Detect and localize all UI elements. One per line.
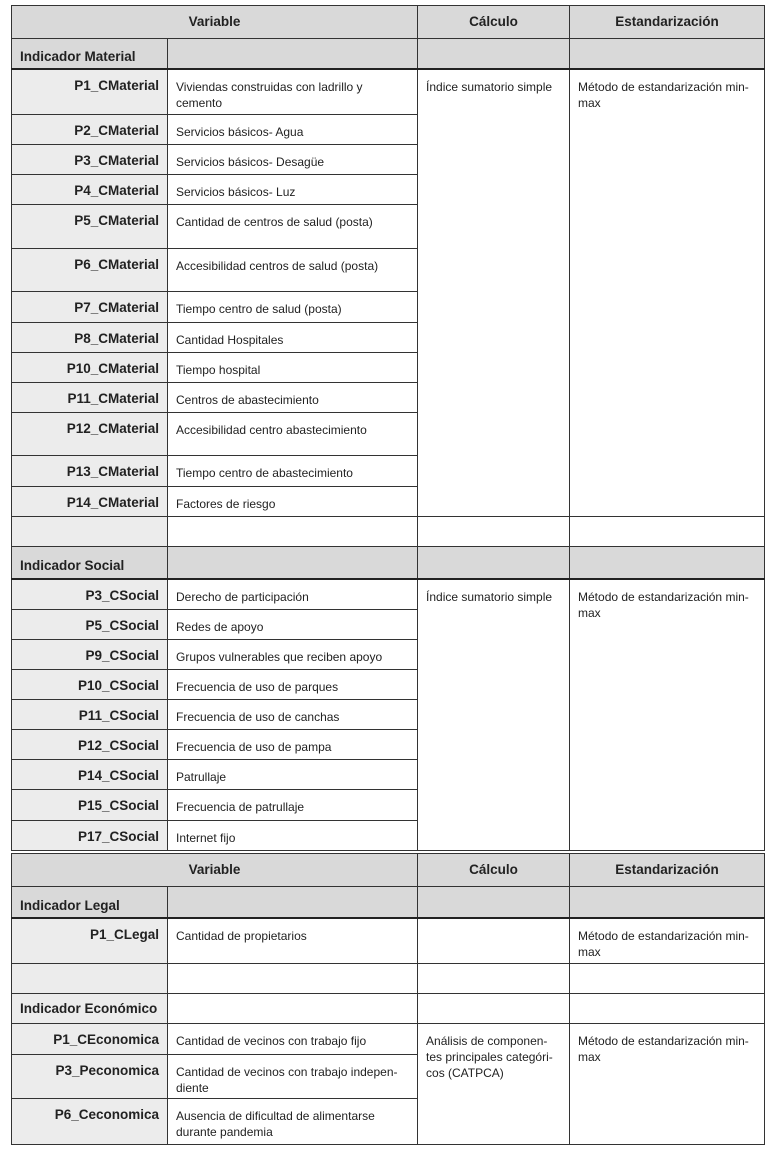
section-label: Indicador Material — [12, 39, 168, 69]
variable-description: Redes de apoyo — [168, 610, 418, 640]
variable-description: Tiempo hospital — [168, 353, 418, 383]
blank-row — [12, 964, 765, 994]
variable-code: P10_CMaterial — [12, 353, 168, 383]
variable-code: P11_CSocial — [12, 700, 168, 730]
variable-code: P10_CSocial — [12, 670, 168, 700]
variable-description: Factores de riesgo — [168, 487, 418, 517]
empty-cell — [570, 887, 765, 918]
variable-code: P1_CMaterial — [12, 69, 168, 115]
empty-cell — [168, 547, 418, 579]
empty-cell — [168, 964, 418, 994]
table-header-row — [12, 854, 765, 887]
variable-code: P3_CMaterial — [12, 145, 168, 175]
section-label: Indicador Económico — [12, 994, 168, 1024]
variable-description: Patrullaje — [168, 760, 418, 790]
empty-cell — [570, 994, 765, 1024]
empty-cell — [418, 994, 570, 1024]
variable-description: Cantidad de centros de salud (posta) — [168, 205, 418, 249]
variable-code: P4_CMaterial — [12, 175, 168, 205]
empty-cell — [418, 547, 570, 579]
variable-code: P2_CMaterial — [12, 115, 168, 145]
variable-description: Accesibilidad centro abastecimiento — [168, 413, 418, 456]
variable-row — [12, 69, 765, 115]
section-label: Indicador Social — [12, 547, 168, 579]
empty-cell — [570, 547, 765, 579]
empty-cell — [418, 517, 570, 547]
variable-code: P15_CSocial — [12, 790, 168, 821]
variable-description: Cantidad Hospitales — [168, 323, 418, 353]
header-calculo: Cálculo — [418, 6, 570, 39]
variable-code: P3_CSocial — [12, 579, 168, 610]
variable-code: P11_CMaterial — [12, 383, 168, 413]
variable-code: P5_CSocial — [12, 610, 168, 640]
variable-description: Viviendas construidas con ladrillo y cemento — [168, 69, 418, 115]
empty-cell — [570, 517, 765, 547]
estandarizacion-cell: Método de estandarización min-max — [570, 579, 765, 851]
empty-cell — [418, 964, 570, 994]
variable-code: P14_CMaterial — [12, 487, 168, 517]
empty-cell — [570, 964, 765, 994]
section-label: Indicador Legal — [12, 887, 168, 918]
variable-description: Frecuencia de uso de canchas — [168, 700, 418, 730]
variable-description: Accesibilidad centros de salud (posta) — [168, 249, 418, 292]
variable-description: Cantidad de propietarios — [168, 918, 418, 964]
estandarizacion-cell: Método de estandarización min-max — [570, 1024, 765, 1145]
blank-row — [12, 517, 765, 547]
empty-cell — [168, 887, 418, 918]
variable-description: Frecuencia de uso de parques — [168, 670, 418, 700]
header-estandarizacion: Estandarización — [570, 6, 765, 39]
variable-code: P6_CMaterial — [12, 249, 168, 292]
empty-cell — [168, 994, 418, 1024]
calculo-cell: Índice sumatorio simple — [418, 579, 570, 851]
variable-code: P14_CSocial — [12, 760, 168, 790]
section-row — [12, 547, 765, 579]
empty-cell — [168, 39, 418, 69]
variable-description: Frecuencia de uso de pampa — [168, 730, 418, 760]
variable-code: P6_Ceconomica — [12, 1099, 168, 1145]
variable-description: Derecho de participación — [168, 579, 418, 610]
variable-code: P8_CMaterial — [12, 323, 168, 353]
variables-table-1 — [11, 5, 765, 851]
empty-cell — [418, 39, 570, 69]
section-row — [12, 887, 765, 918]
variable-code: P7_CMaterial — [12, 292, 168, 323]
empty-cell — [570, 39, 765, 69]
variable-row — [12, 579, 765, 610]
calculo-cell — [418, 918, 570, 964]
variable-description: Servicios básicos- Desagüe — [168, 145, 418, 175]
variable-description: Frecuencia de patrullaje — [168, 790, 418, 821]
calculo-cell: Índice sumatorio simple — [418, 69, 570, 517]
table-header-row — [12, 6, 765, 39]
header-variable: Variable — [12, 6, 418, 39]
variable-code: P1_CEconomica — [12, 1024, 168, 1055]
section-row — [12, 39, 765, 69]
variable-description: Grupos vulnerables que reciben apoyo — [168, 640, 418, 670]
variable-description: Servicios básicos- Agua — [168, 115, 418, 145]
empty-label-cell — [12, 964, 168, 994]
variable-row — [12, 1024, 765, 1055]
header-calculo: Cálculo — [418, 854, 570, 887]
variable-code: P9_CSocial — [12, 640, 168, 670]
variable-description: Cantidad de vecinos con trabajo indepen-diente — [168, 1055, 418, 1099]
variable-code: P3_Peconomica — [12, 1055, 168, 1099]
section-row — [12, 994, 765, 1024]
header-estandarizacion: Estandarización — [570, 854, 765, 887]
empty-cell — [168, 517, 418, 547]
variable-description: Ausencia de dificultad de alimentarse durante pandemia — [168, 1099, 418, 1145]
calculo-cell: Análisis de componen-tes principales categóri-cos (CATPCA) — [418, 1024, 570, 1145]
variables-table-2 — [11, 853, 765, 1145]
header-variable: Variable — [12, 854, 418, 887]
estandarizacion-cell: Método de estandarización min-max — [570, 918, 765, 964]
variable-code: P12_CMaterial — [12, 413, 168, 456]
empty-label-cell — [12, 517, 168, 547]
variable-code: P13_CMaterial — [12, 456, 168, 487]
variable-description: Cantidad de vecinos con trabajo fijo — [168, 1024, 418, 1055]
variable-description: Centros de abastecimiento — [168, 383, 418, 413]
variable-description: Tiempo centro de abastecimiento — [168, 456, 418, 487]
variable-code: P5_CMaterial — [12, 205, 168, 249]
variable-description: Tiempo centro de salud (posta) — [168, 292, 418, 323]
estandarizacion-cell: Método de estandarización min-max — [570, 69, 765, 517]
empty-cell — [418, 887, 570, 918]
variable-code: P1_CLegal — [12, 918, 168, 964]
variable-row — [12, 918, 765, 964]
variable-code: P12_CSocial — [12, 730, 168, 760]
variable-description: Internet fijo — [168, 821, 418, 851]
variable-description: Servicios básicos- Luz — [168, 175, 418, 205]
variable-code: P17_CSocial — [12, 821, 168, 851]
